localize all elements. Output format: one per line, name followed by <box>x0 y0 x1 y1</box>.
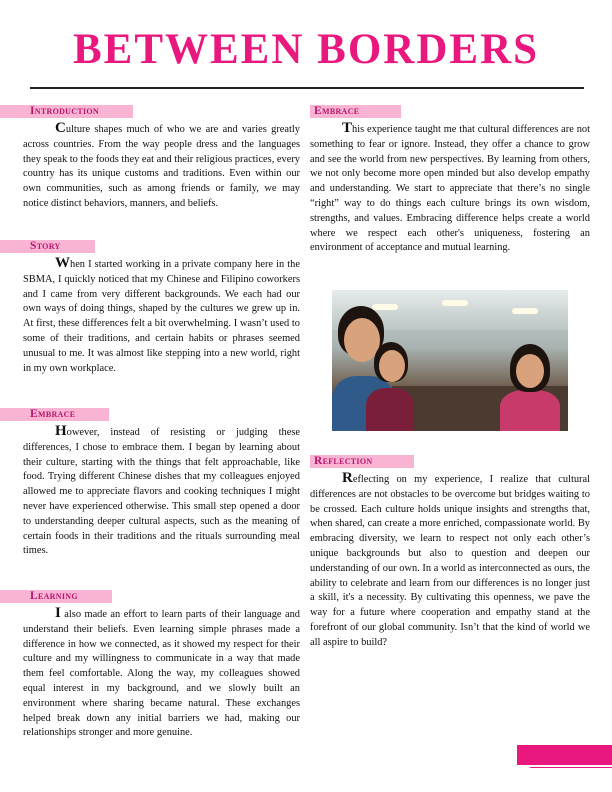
photo-person-shirt <box>366 388 414 431</box>
section-embrace <box>0 404 300 559</box>
section-paragraph <box>310 471 590 651</box>
photo-light <box>442 300 468 306</box>
section-paragraph <box>23 424 300 559</box>
paragraph-text: owever, instead of resisting or judging these differences, I chose to embrace them. I began by learning about their culture, starting with the things that felt approachable, like food. Trying different Chinese dishes that my colleagues enjoyed allowed me to appreciate flavors and cooking techniques I might never have experienced otherwise. This small step opened a door to understanding deeper cultural aspects, such as the meaning of certain foods in their traditions and the rituals surrounding meal times. <box>23 427 300 557</box>
paragraph-text: also made an effort to learn parts of their language and understand their beliefs. Even learning simple phrases made a difference in how we connected, as it showed my respect for their culture and my willingness to communicate in a way that made them feel comfortable. Along the way, my colleagues showed equal interest in my background, and we slowly built an environment where sharing became natural. These exchanges helped break down any initial barriers we had, making our relationships stronger and more genuine. <box>23 609 300 739</box>
section-paragraph <box>23 256 300 376</box>
page-title: BETWEEN BORDERS <box>72 26 540 73</box>
drop-cap: I <box>55 605 61 621</box>
paragraph-text: hen I started working in a private company here in the SBMA, I quickly noticed that my Chinese and Filipino coworkers and I came from very different backgrounds. We each had our own ways of doing things, shaped by the cultures we grew up in. At first, these differences felt a bit overwhelming. I wasn’t used to some of their traditions, and certain habits or phrases seemed unusual to me. It was almost like stepping into a new world, right in my own workplace. <box>23 259 300 374</box>
section-introduction <box>0 101 300 212</box>
drop-cap: R <box>342 470 353 486</box>
section-label: Story <box>0 240 95 253</box>
section-paragraph <box>23 606 300 741</box>
section-embrace-2 <box>310 101 590 256</box>
paragraph-text: eflecting on my experience, I realize that cultural differences are not obstacles to be overcome but bridges waiting to be crossed. Each culture holds unique insights and strengths that, when shared, can create a more enriched, compassionate world. By embracing diversity, we learn to respect not only each other’s unique backgrounds but also to question and deepen our understanding of our own. In a world as interconnected as ours, the ability to celebrate and learn from our differences is no longer just a skill, it's a necessity. By cultivating this openness, we pave the way for a future where cooperation and empathy stand at the forefront of our global community. Isn’t that the kind of world we all aspire to build? <box>310 474 590 648</box>
section-label: Embrace <box>0 408 109 421</box>
section-label: Introduction <box>0 105 133 118</box>
group-photo <box>332 290 568 431</box>
drop-cap: H <box>55 423 67 439</box>
photo-light <box>512 308 538 314</box>
section-reflection <box>310 451 590 651</box>
paragraph-text: ulture shapes much of who we are and varies greatly across countries. From the way people dress and the languages they speak to the foods they eat and their religious practices, every country has its unique customs and traditions. Even within our own communities, such as among friends or family, we may notice distinct behaviors, manners, and beliefs. <box>23 124 300 209</box>
footer-accent-bar <box>517 745 612 765</box>
drop-cap: C <box>55 120 66 136</box>
drop-cap: W <box>55 255 70 271</box>
section-paragraph <box>23 121 300 212</box>
photo-person-shirt <box>500 390 560 431</box>
section-story <box>0 236 300 376</box>
paragraph-text: his experience taught me that cultural differences are not something to fear or ignore. Instead, they offer a chance to grow and see the world from new perspectives. By learning from others, we not only become more open minded but also develop empathy and understanding. We start to appreciate that there’s no single “right” way to do things each culture brings its own wisdom, strengths, and values. Embracing difference helps create a world where we respect each other's uniqueness, fostering an environment of acceptance and mutual learning. <box>310 124 590 254</box>
photo-person-face <box>516 354 544 388</box>
section-label: Reflection <box>310 455 414 468</box>
footer-accent-line <box>530 767 612 768</box>
title-divider <box>30 87 584 89</box>
drop-cap: T <box>342 120 353 136</box>
photo-person-face <box>379 350 405 382</box>
section-label: Learning <box>0 590 112 603</box>
section-label: Embrace <box>310 105 401 118</box>
section-learning <box>0 586 300 741</box>
section-paragraph <box>310 121 590 256</box>
photo-light <box>372 304 398 310</box>
